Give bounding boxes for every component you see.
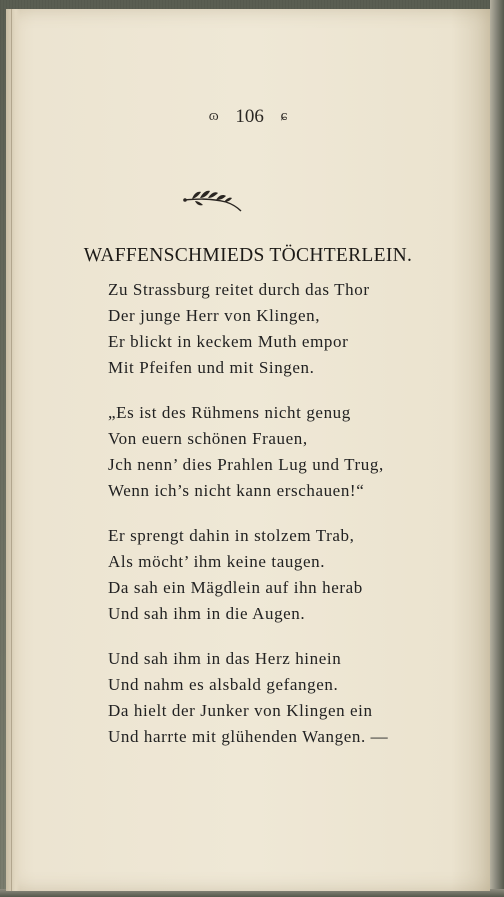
poem-line: Jch nenn’ dies Prahlen Lug und Trug,	[108, 455, 384, 474]
poem-line: Er sprengt dahin in stolzem Trab,	[108, 526, 355, 545]
stanza-1	[108, 277, 370, 381]
leaf-sprig-icon	[182, 187, 244, 213]
book-page	[6, 9, 490, 891]
poem-line: Er blickt in keckem Muth empor	[108, 332, 349, 351]
ornament-left-icon: ɷ	[208, 108, 219, 125]
poem-title: WAFFENSCHMIEDS TÖCHTERLEIN.	[83, 245, 413, 266]
page-number: 106	[235, 105, 264, 127]
poem-line: Zu Strassburg reitet durch das Thor	[108, 280, 370, 299]
poem-line: Und harrte mit glühenden Wangen. —	[108, 727, 389, 746]
poem-line: Und sah ihm in das Herz hinein	[108, 649, 342, 668]
poem-line: Als möcht’ ihm keine taugen.	[108, 552, 326, 571]
poem-line: Und nahm es alsbald gefangen.	[108, 675, 339, 694]
page-gutter	[6, 9, 20, 891]
ornament-right-icon: ɕ	[280, 108, 288, 125]
stanza-4	[108, 646, 388, 750]
poem-line: „Es ist des Rühmens nicht genug	[108, 403, 351, 422]
poem-line: Mit Pfeifen und mit Singen.	[108, 358, 315, 377]
poem-line: Von euern schönen Frauen,	[108, 429, 308, 448]
page-header	[6, 105, 490, 128]
stanza-3	[108, 523, 363, 627]
poem-line: Der junge Herr von Klingen,	[108, 306, 321, 325]
poem-line: Wenn ich’s nicht kann erschauen!“	[108, 481, 365, 500]
stanza-2	[108, 400, 384, 504]
poem-line: Da sah ein Mägdlein auf ihn herab	[108, 578, 363, 597]
poem-line: Da hielt der Junker von Klingen ein	[108, 701, 373, 720]
book-edge-right	[490, 0, 504, 897]
poem-line: Und sah ihm in die Augen.	[108, 604, 306, 623]
